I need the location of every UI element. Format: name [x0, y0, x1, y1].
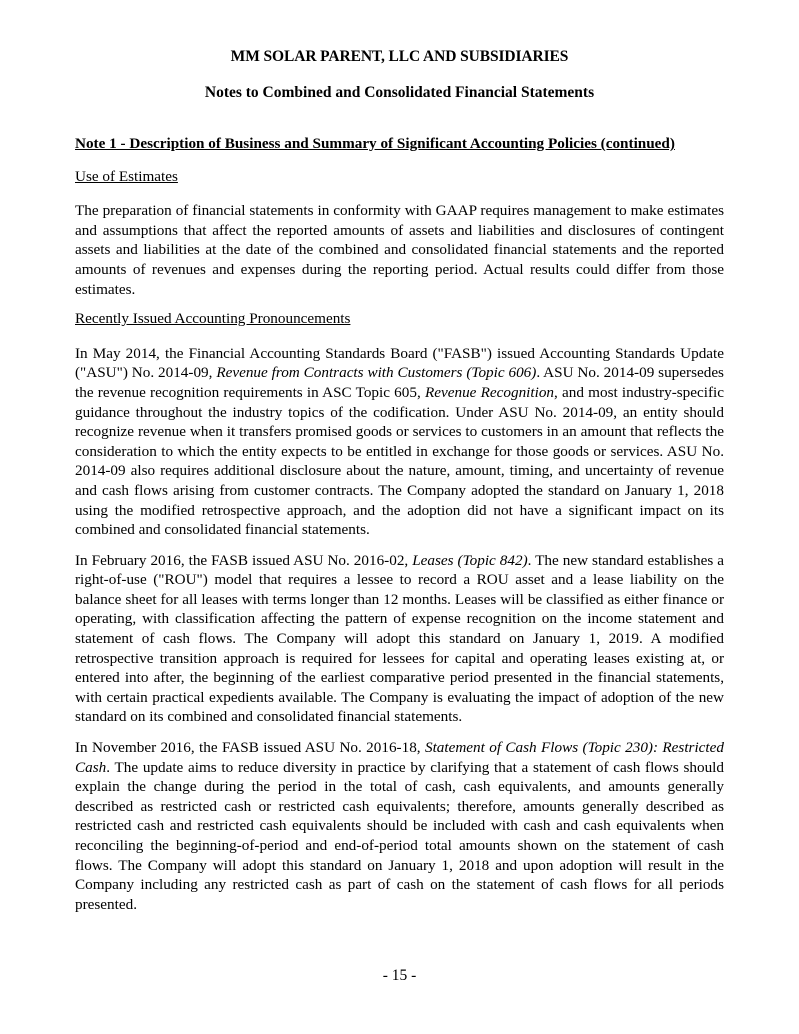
paragraph-asu-2016-02 [75, 551, 724, 727]
standard-title: Statement of Cash Flows (Topic 230): Restricted Cash [75, 739, 724, 776]
page-number: - 15 - [382, 967, 417, 984]
paragraph-asu-2014-09 [75, 344, 724, 540]
paragraph-text: The preparation of financial statements in conformity with GAAP requires management to make estimates and assumptions that affect the reported amounts of assets and liabilities and disclosures of contingent assets and liabilities at the date of the combined and consolidated financial statements and the reported amounts of revenues and expenses during the reporting period. Actual results could differ from those estimates. [75, 202, 724, 298]
paragraph-text: . ASU No. 2014-09 supersedes the revenue recognition requirements in ASC Topic 605, [75, 364, 724, 401]
document-subtitle: Notes to Combined and Consolidated Financial Statements [204, 84, 595, 101]
paragraph-text: In May 2014, the Financial Accounting Standards Board ("FASB") issued Accounting Standards Update ("ASU") No. 2014-09, [75, 344, 724, 382]
paragraph-text: , and most industry-specific guidance throughout the industry topics of the codification. Under ASU No. 2014-09, an entity should recognize revenue when it transfers promised goods or services to customers in an amount that reflects the consideration to which the entity expects to be entitled in exchange for those goods or services. ASU No. 2014-09 also requires additional disclosure about the nature, amount, timing, and uncertainty of revenue and cash flows arising from customer contracts. The Company adopted the standard on January 1, 2018 using the modified retrospective approach, and the adoption did not have a significant impact on its combined and consolidated financial statements. [75, 383, 724, 539]
paragraph-text: . The new standard establishes a right-of-use ("ROU") model that requires a lessee to record a ROU asset and a lease liability on the balance sheet for all leases with terms longer than 12 months. Leases will be classified as either finance or operating, with classification affecting the pattern of expense recognition on the income statement and statement of cash flows. The Company will adopt this standard on January 1, 2019. A modified retrospective transition approach is required for lessees for capital and operating leases existing at, or entered into after, the beginning of the earliest comparative period presented in the financial statements, with certain practical expedients available. The Company is evaluating the impact of adoption of the new standard on its combined and consolidated financial statements. [75, 551, 724, 726]
paragraph-text: In February 2016, the FASB issued ASU No. 2016-02, [75, 551, 413, 569]
section-heading-use-of-estimates: Use of Estimates [75, 167, 178, 185]
paragraph-text: In November 2016, the FASB issued ASU No. 2016-18, [75, 739, 425, 757]
standard-title: Revenue Recognition [424, 383, 555, 401]
standard-title: Revenue from Contracts with Customers (Topic 606) [216, 364, 537, 382]
paragraph-use-of-estimates [75, 201, 724, 299]
paragraph-asu-2016-18 [75, 738, 724, 914]
section-heading-recent-pronouncements: Recently Issued Accounting Pronouncements [75, 310, 351, 328]
note-heading: Note 1 - Description of Business and Summary of Significant Accounting Policies (continued) [75, 135, 675, 152]
note-content [75, 134, 724, 925]
paragraph-text: . The update aims to reduce diversity in practice by clarifying that a statement of cash flows should explain the change during the period in the total of cash, cash equivalents, and amounts generally described as restricted cash or restricted cash equivalents; therefore, amounts generally described as restricted cash and restricted cash equivalents should be included with cash and cash equivalents when reconciling the beginning-of-period and end-of-period total amounts shown on the statement of cash flows. The Company will adopt this standard on January 1, 2018 and upon adoption will result in the Company including any restricted cash as part of cash on the statement of cash flows for all periods presented. [75, 758, 724, 913]
standard-title: Leases (Topic 842) [412, 551, 528, 569]
company-title: MM SOLAR PARENT, LLC AND SUBSIDIARIES [230, 48, 569, 65]
